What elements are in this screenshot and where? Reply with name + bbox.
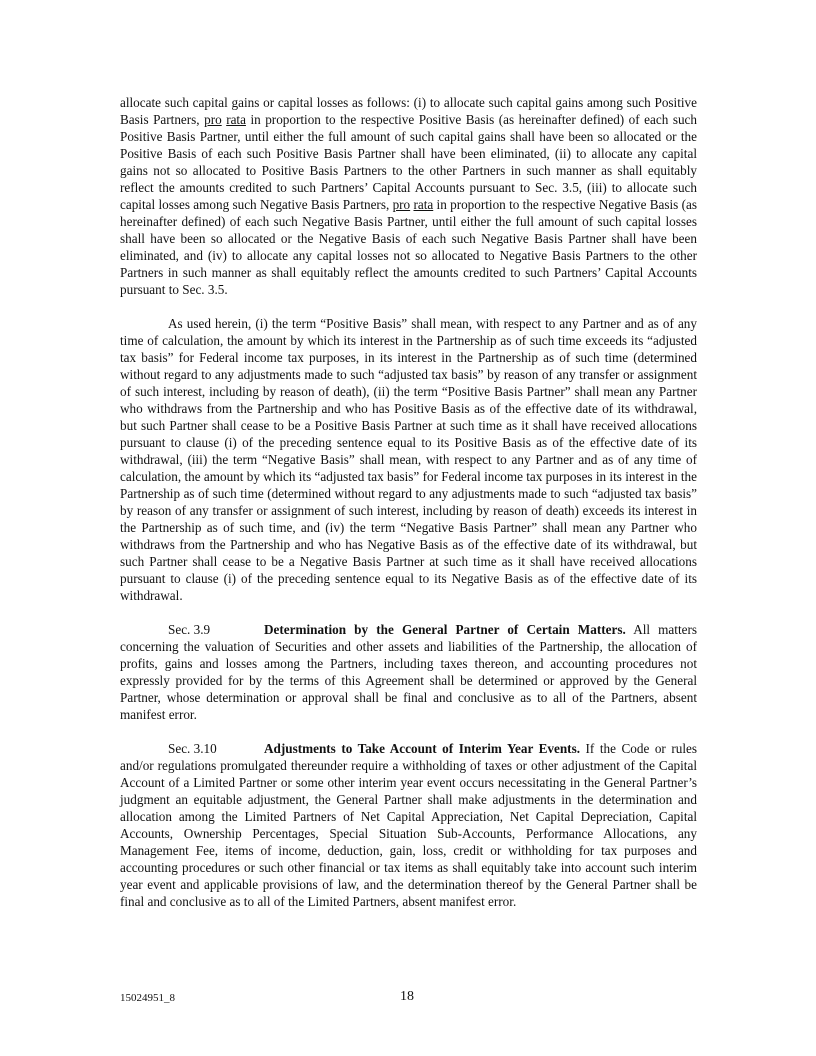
section-number: Sec. 3.10 xyxy=(168,741,217,756)
underlined-term: pro xyxy=(204,112,222,127)
document-id: 15024951_8 xyxy=(120,992,175,1004)
section-number: Sec. 3.9 xyxy=(168,622,211,637)
paragraph-text: in proportion to the respective Positive Basis (as hereinafter defined) of each such Positive Basis Partner, until either the full amount of such capital gains shall have been so allocated or the Positive Basis of each such Positive Basis Partner shall have been eliminated, (ii) to allocate any capital gains not so allocated to Positive Basis Partners to the other Partners in such manner as shall equitably reflect the amounts credited to such Partners’ Capital Accounts pursuant to Sec. 3.5, (iii) to allocate such capital losses among such Negative Basis Partners, xyxy=(120,112,697,212)
underlined-term: rata xyxy=(226,112,246,127)
section-heading: Adjustments to Take Account of Interim Year Events. xyxy=(264,741,580,756)
paragraph-allocation xyxy=(120,94,697,298)
document-page xyxy=(120,94,697,927)
page-number: 18 xyxy=(400,989,414,1004)
section-heading: Determination by the General Partner of Certain Matters. xyxy=(264,622,626,637)
underlined-term: rata xyxy=(413,197,434,212)
paragraph-definitions: As used herein, (i) the term “Positive Basis” shall mean, with respect to any Partner and as of any time of calculation, the amount by which its interest in the Partnership as of such time exceeds its “adjusted tax basis” for Federal income tax purposes, in its interest in the Partnership as of such time (determined without regard to any adjustments made to such “adjusted tax basis” by reason of any transfer or assignment of such interest, including by reason of death), (ii) the term “Positive Basis Partner” shall mean any Partner who withdraws from the Partnership and who has Positive Basis as of the effective date of its withdrawal, but such Partner shall cease to be a Positive Basis Partner at such time as it shall have received allocations pursuant to clause (i) of the preceding sentence equal to its Positive Basis as of the effective date of its withdrawal, (iii) the term “Negative Basis” shall mean, with respect to any Partner and as of any time of calculation, the amount by which its “adjusted tax basis” for Federal income tax purposes in its interest in the Partnership as of such time (determined without regard to any adjustments made to such “adjusted tax basis” by reason of any transfer or assignment of such interest, including by reason of death) exceeds its interest in the Partnership as of such time, and (iv) the term “Negative Basis Partner” shall mean any Partner who withdraws from the Partnership and who has Negative Basis as of the effective date of its withdrawal, but such Partner shall cease to be a Negative Basis Partner at such time as it shall have received allocations pursuant to clause (i) of the preceding sentence equal to its Negative Basis as of the effective date of its withdrawal. xyxy=(120,316,697,603)
section-3-9 xyxy=(120,621,697,723)
section-3-10 xyxy=(120,740,697,910)
section-body: All matters concerning the valuation of Securities and other assets and liabilities of the Partnership, the allocation of profits, gains and losses among the Partners, including taxes thereon, and accounting procedures not expressly provided for by the terms of this Agreement shall be determined or approved by the General Partner, whose determination or approval shall be final and conclusive as to all of the Partners, absent manifest error. xyxy=(120,622,697,722)
paragraph-text: allocate such capital gains or capital losses as follows: (i) to allocate such capital gains among such Positive Basis Partners, xyxy=(120,95,697,127)
paragraph-text: in proportion to the respective Negative Basis (as hereinafter defined) of each such Negative Basis Partner, until either the full amount of such capital losses shall have been so allocated or the Negative Basis of each such Negative Basis Partner shall have been eliminated, and (iv) to allocate any capital losses not so allocated to Negative Basis Partners to the other Partners in such manner as shall equitably reflect the amounts credited to such Partners’ Capital Accounts pursuant to Sec. 3.5. xyxy=(120,197,697,297)
section-body: If the Code or rules and/or regulations promulgated thereunder require a withholding of taxes or other adjustment of the Capital Account of a Limited Partner or some other interim year event occurs necessitating in the General Partner’s judgment an equitable adjustment, the General Partner shall make adjustments in the determination and allocation among the Limited Partners of Net Capital Appreciation, Net Capital Depreciation, Capital Accounts, Ownership Percentages, Special Situation Sub-Accounts, Performance Allocations, any Management Fee, items of income, deduction, gain, loss, credit or withholding for tax purposes and accounting procedures or such other financial or tax items as shall equitably take into account such interim year event and applicable provisions of law, and the determination thereof by the General Partner shall be final and conclusive as to all of the Limited Partners, absent manifest error. xyxy=(120,741,697,909)
underlined-term: pro xyxy=(392,197,411,212)
